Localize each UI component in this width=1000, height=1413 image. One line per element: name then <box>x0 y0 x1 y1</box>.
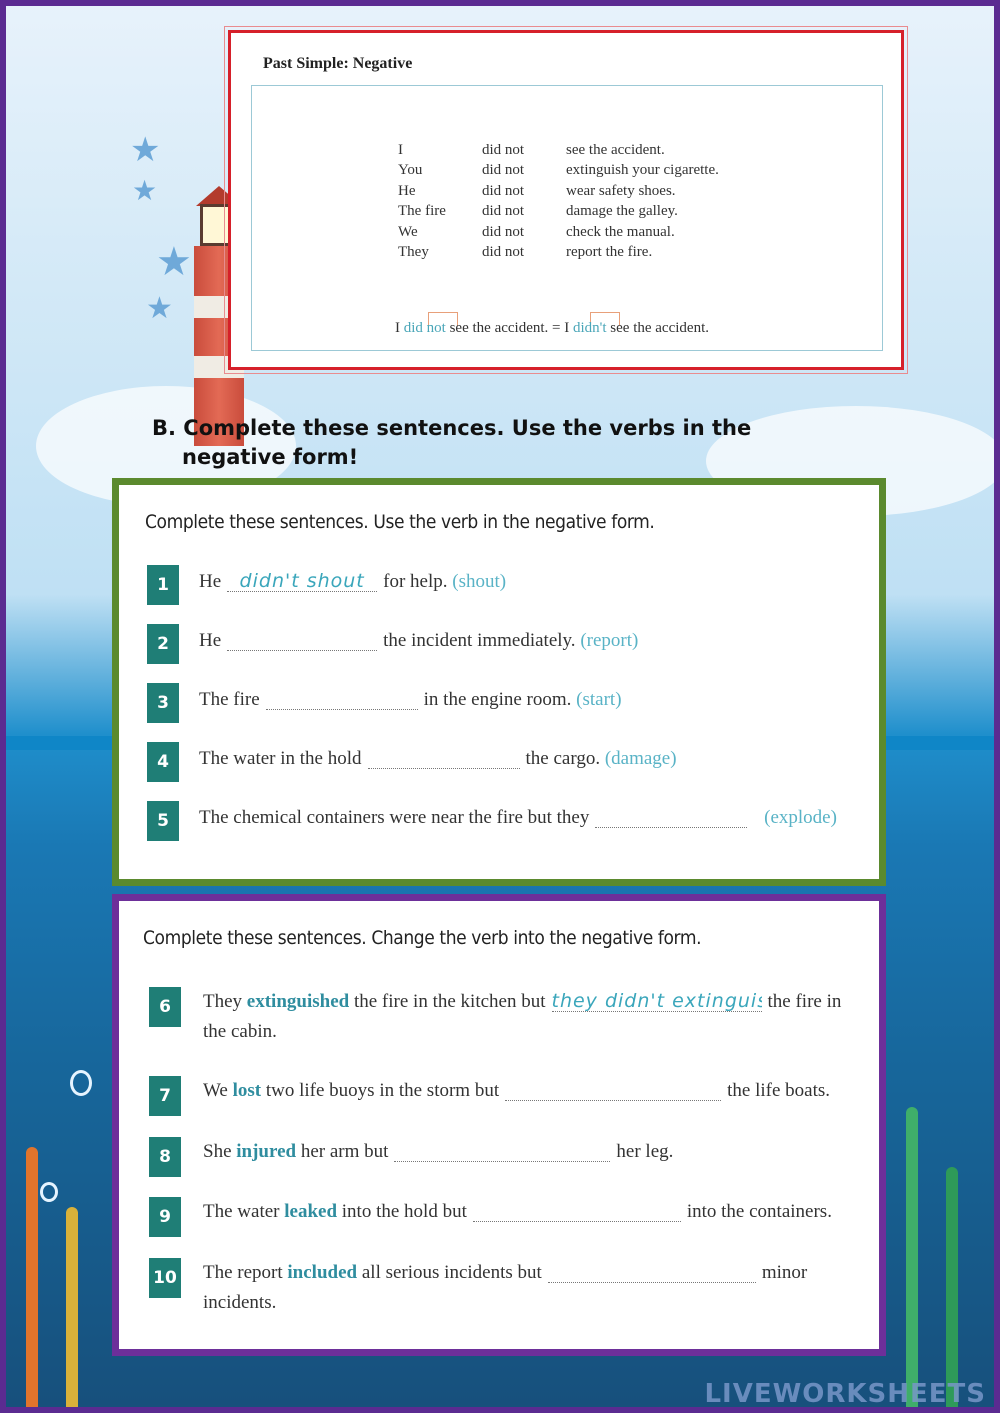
seaweed-decoration <box>26 1147 38 1407</box>
sentence-start: We <box>203 1080 228 1101</box>
grammar-auxiliary: did not <box>482 223 525 240</box>
exercise-sentence <box>203 1262 807 1284</box>
instruction-line-1: B. Complete these sentences. Use the verbs in the <box>152 416 752 440</box>
grammar-title: Past Simple: Negative <box>263 55 413 72</box>
target-verb: lost <box>232 1080 262 1101</box>
sentence-middle: her arm but <box>300 1141 389 1162</box>
sentence-end: in the engine room. <box>423 689 572 710</box>
item-number: 3 <box>147 683 179 723</box>
example-part: see the accident. <box>610 320 709 336</box>
star-icon: ★ <box>156 239 192 284</box>
sentence-end: the fire in <box>767 991 842 1012</box>
example-part: I <box>395 320 400 336</box>
grammar-auxiliary: did not <box>482 203 525 220</box>
sentence-start: The chemical containers were near the fire but they <box>199 807 590 828</box>
seaweed-decoration <box>946 1167 958 1407</box>
grammar-auxiliary: did not <box>482 182 525 199</box>
item-number: 2 <box>147 624 179 664</box>
verb-hint: (explode) <box>764 807 837 828</box>
sentence-start: The fire <box>199 689 260 710</box>
grammar-auxiliary: did not <box>482 162 525 179</box>
answer-blank[interactable] <box>505 1081 721 1101</box>
sentence-start: He <box>199 630 222 651</box>
answer-blank[interactable] <box>473 1202 681 1222</box>
seaweed-decoration <box>66 1207 78 1407</box>
grammar-row <box>398 222 719 243</box>
grammar-rest: extinguish your cigarette. <box>566 162 719 179</box>
sentence-end: the incident immediately. <box>383 630 576 651</box>
sentence-middle: into the hold but <box>341 1201 467 1222</box>
exercise-1-box <box>112 478 886 886</box>
verb-hint: (start) <box>576 689 622 710</box>
verb-hint: (report) <box>580 630 639 651</box>
grammar-subject: The fire <box>398 203 446 220</box>
exercise-sentence <box>203 1201 832 1223</box>
grammar-rest: wear safety shoes. <box>566 182 676 199</box>
item-number: 4 <box>147 742 179 782</box>
verb-hint: (shout) <box>452 571 507 592</box>
sentence-end: minor <box>761 1262 808 1283</box>
grammar-table <box>398 140 719 263</box>
grammar-subject: He <box>398 182 416 199</box>
bubble-decoration <box>70 1070 92 1096</box>
grammar-rest: damage the galley. <box>566 203 678 220</box>
sentence-start: She <box>203 1141 232 1162</box>
grammar-row <box>398 243 719 264</box>
answer-blank[interactable] <box>227 572 377 592</box>
answer-blank[interactable] <box>595 808 747 828</box>
target-verb: injured <box>236 1141 297 1162</box>
item-number: 6 <box>149 987 181 1027</box>
grammar-subject: You <box>398 162 423 179</box>
exercise-sentence <box>203 1080 830 1102</box>
exercise-sentence <box>203 1141 673 1163</box>
sentence-middle: all serious incidents but <box>361 1262 542 1283</box>
answer-blank[interactable] <box>227 631 377 651</box>
grammar-reference-box <box>228 30 904 370</box>
exercise-2-box <box>112 894 886 1356</box>
sentence-end: her leg. <box>616 1141 674 1162</box>
item-number: 8 <box>149 1137 181 1177</box>
grammar-row <box>398 161 719 182</box>
seaweed-decoration <box>906 1107 918 1407</box>
grammar-subject: We <box>398 223 418 240</box>
item-number: 5 <box>147 801 179 841</box>
item-number: 7 <box>149 1076 181 1116</box>
sentence-start: He <box>199 571 222 592</box>
sentence-middle: the fire in the kitchen but <box>353 991 546 1012</box>
grammar-auxiliary: did not <box>482 141 525 158</box>
answer-blank[interactable] <box>266 690 418 710</box>
example-part: see the accident. = I <box>449 320 570 336</box>
star-icon: ★ <box>132 176 158 207</box>
star-icon: ★ <box>146 292 173 325</box>
answer-blank[interactable] <box>368 749 520 769</box>
item-number: 1 <box>147 565 179 605</box>
grammar-subject: They <box>398 244 429 261</box>
sentence-start: They <box>203 991 243 1012</box>
item-number: 9 <box>149 1197 181 1237</box>
exercise-sentence <box>203 991 841 1013</box>
sentence-end: for help. <box>383 571 448 592</box>
exercise-sentence <box>199 748 677 770</box>
target-verb: included <box>287 1262 358 1283</box>
exercise-sentence <box>199 807 837 829</box>
sentence-start: The report <box>203 1262 283 1283</box>
sentence-continuation: incidents. <box>203 1292 277 1313</box>
exercise-sentence <box>199 689 622 711</box>
grammar-row <box>398 202 719 223</box>
answer-blank[interactable] <box>552 992 762 1012</box>
item-number: 10 <box>149 1258 181 1298</box>
sentence-end: the life boats. <box>727 1080 831 1101</box>
exercise-2-heading: Complete these sentences. Change the verb into the negative form. <box>143 927 702 949</box>
target-verb: extinguished <box>246 991 350 1012</box>
instruction-heading <box>152 414 792 472</box>
grammar-rest: check the manual. <box>566 223 675 240</box>
watermark-logo: LIVEWORKSHEETS <box>704 1379 986 1409</box>
exercise-1-heading: Complete these sentences. Use the verb in the negative form. <box>145 511 655 533</box>
grammar-auxiliary: did not <box>482 244 525 261</box>
sentence-start: The water <box>203 1201 280 1222</box>
exercise-sentence <box>199 630 638 652</box>
sentence-end: the cargo. <box>525 748 601 769</box>
example-full-form: did not <box>403 320 446 336</box>
sentence-end: into the containers. <box>686 1201 832 1222</box>
grammar-inner-panel <box>251 85 883 351</box>
target-verb: leaked <box>284 1201 338 1222</box>
answer-blank[interactable] <box>394 1142 610 1162</box>
verb-hint: (damage) <box>604 748 677 769</box>
grammar-rest: report the fire. <box>566 244 653 261</box>
answer-blank[interactable] <box>548 1263 756 1283</box>
sentence-start: The water in the hold <box>199 748 362 769</box>
exercise-sentence <box>199 571 506 593</box>
sentence-continuation: the cabin. <box>203 1021 277 1042</box>
example-short-form: didn't <box>573 320 607 336</box>
grammar-row <box>398 140 719 161</box>
sentence-middle: two life buoys in the storm but <box>265 1080 500 1101</box>
bubble-decoration <box>40 1182 58 1202</box>
grammar-rest: see the accident. <box>566 141 665 158</box>
grammar-row <box>398 181 719 202</box>
grammar-subject: I <box>398 141 403 158</box>
star-icon: ★ <box>130 132 161 169</box>
grammar-example <box>395 320 709 337</box>
instruction-line-2: negative form! <box>182 445 359 469</box>
